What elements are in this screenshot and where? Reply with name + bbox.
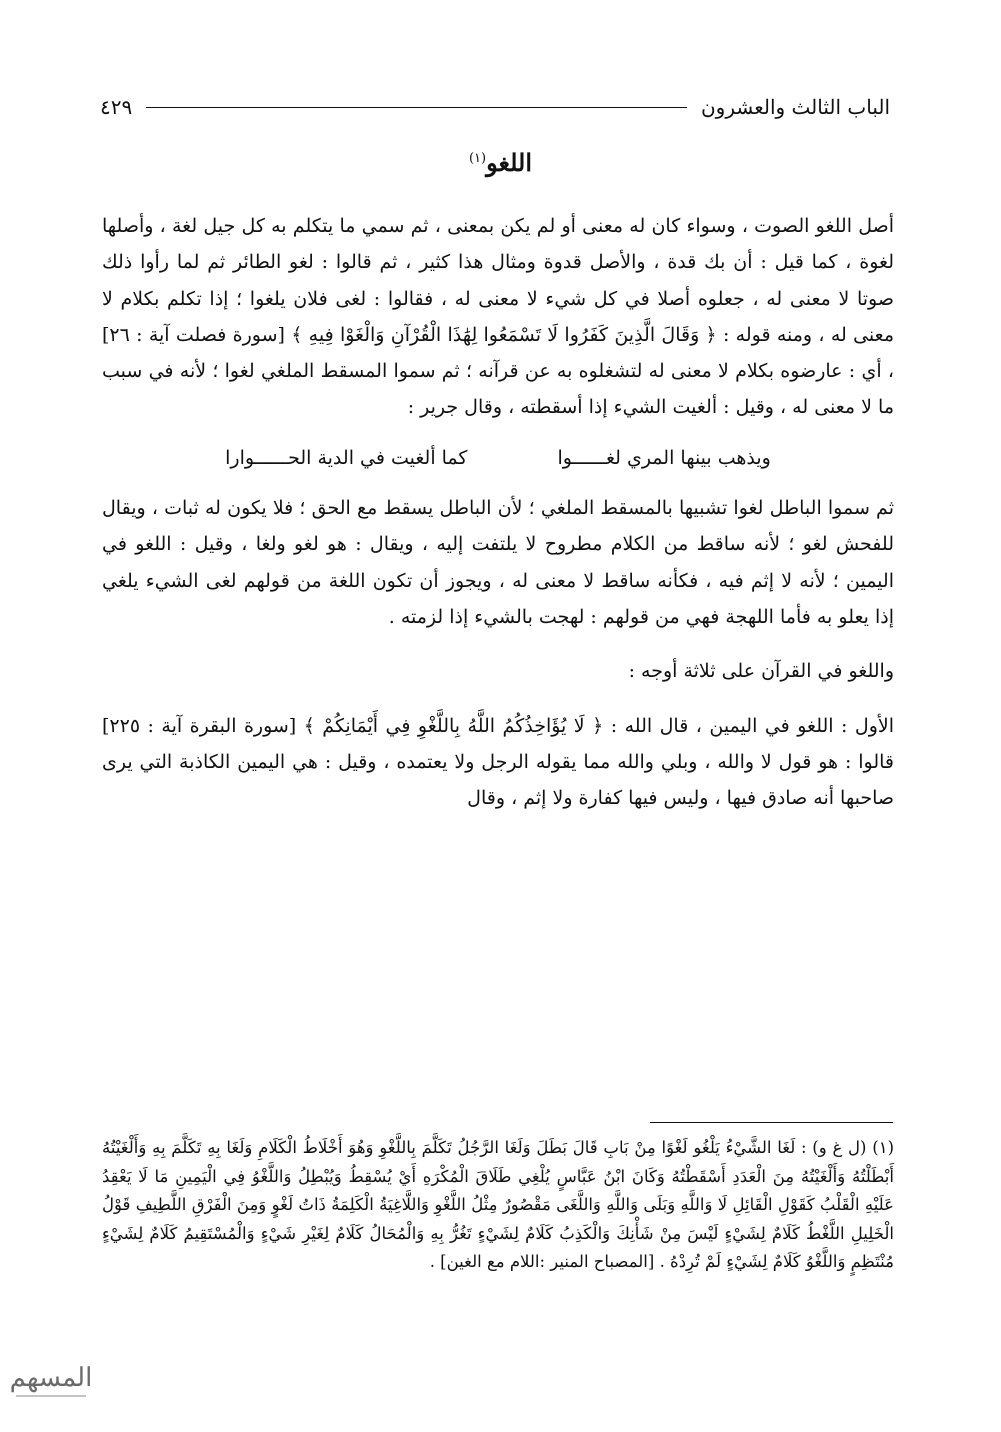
library-logo-text: المسهم — [9, 1363, 93, 1393]
chapter-title: الباب الثالث والعشرون — [700, 95, 890, 119]
footnote-marker: (١) — [468, 151, 487, 166]
paragraph-origin: أصل اللغو الصوت ، وسواء كان له معنى أو لم يكن بمعنى ، ثم سمي ما يتكلم به كل جيل لغة ، وأصلها لغوة ، كما قيل : أن بك قدة ، والأصل قدوة ومثال هذا كثير ، ثم قالوا : لغو الطائر ثم لما رأوا ذلك صوتا لا معنى له ، جعلوه أصلا في كل شيء لا معنى له ، فقالوا : لغى فلان يلغوا ؛ إذا تكلم بكلام لا معنى له ، ومنه قوله : ﴿ وَقَالَ الَّذِينَ كَفَرُوا لَا تَسْمَعُوا لِهَٰذَا الْقُرْآنِ وَالْغَوْا فِيهِ ﴾ [سورة فصلت آية : ٢٦] ، أي : عارضوه بكلام لا معنى له لتشغلوه به عن قرآنه ؛ ثم سموا المسقط الملغي لغوا ؛ لأنه في سبب ما لا معنى له ، وقيل : ألغيت الشيء إذا أسقطته ، وقال جرير : — [102, 215, 894, 419]
verse-first-hemistich: ويذهب بينها المري لغــــــوا — [557, 446, 771, 469]
paragraph-three-aspects: واللغو في القرآن على ثلاثة أوجه : — [628, 660, 894, 683]
paragraph-falsehood: ثم سموا الباطل لغوا تشبيها بالمسقط الملغي ؛ لأن الباطل يسقط مع الحق ؛ فلا يكون له ثبات ، ويقال للفحش لغو ؛ لأنه ساقط من الكلام مطروح لا يلتفت إليه ، ويقال : هو لغو ولغا ، وقيل : اللغو في اليمين ؛ لأنه لا إثم فيه ، فكأنه ساقط لا معنى له ، ويجوز أن تكون اللغة من قولهم لغى الشيء يلغي إذا يعلو به فأما اللهجة فهي من قولهم : لهجت بالشيء إذا لزمته . — [102, 497, 894, 628]
paragraph-first-aspect: الأول : اللغو في اليمين ، قال الله : ﴿ لَا يُؤَاخِذُكُمُ اللَّهُ بِاللَّغْوِ فِي أَيْمَانِكُمْ ﴾ [سورة البقرة آية : ٢٢٥] قالوا : هو قول لا والله ، وبلي والله مما يقوله الرجل ولا يعتمده ، وقيل : هي اليمين الكاذبة التي يرى صاحبها أنه صادق فيها ، وليس فيها كفارة ولا إثم ، وقال — [102, 714, 894, 810]
running-header — [100, 92, 890, 122]
footnote: (١) (ل غ و) : لَغَا الشَّيْءُ يَلْغُو لَغْوًا مِنْ بَابِ قَالَ بَطَلَ وَلَغَا الرَّجُلُ تَكَلَّمَ بِاللَّغْوِ وَهُوَ أَخْلَاطُ الْكَلَامِ وَلَغَا بِهِ تَكَلَّمَ بِهِ وَأَلْغَيْتُهُ أَبْطَلْتُهُ وَأَلْغَيْتُهُ مِنَ الْعَدَدِ أَسْقَطْتُهُ وَكَانَ ابْنُ عَبَّاسٍ يُلْغِي طَلَاقَ الْمُكْرَهِ أَيْ يُسْقِطُ وَيُبْطِلُ وَاللَّغْوُ فِي الْيَمِينِ مَا لَا يَعْقِدُ عَلَيْهِ الْقَلْبُ كَقَوْلِ الْقَائِلِ لَا وَاللَّهِ وَبَلَى وَاللَّهِ وَاللَّغَى مَقْصُورٌ مِثْلُ اللَّغْوِ وَاللَّاغِيَةُ الْكَلِمَةُ ذَاتُ لَغْوٍ وَمِنَ الْفَرْقِ اللَّطِيفِ قَوْلُ الْخَلِيلِ اللَّغْطُ كَلَامٌ لِشَيْءٍ لَيْسَ مِنْ شَأْنِكَ وَالْكَذِبُ كَلَامٌ لِشَيْءٍ تَغُرُّ بِهِ وَالْمُحَالُ كَلَامٌ لِغَيْرِ شَيْءٍ وَالْمُسْتَقِيمُ كَلَامٌ لِشَيْءٍ مُنْتَظِمٍ وَاللَّغْوُ كَلَامٌ لِشَيْءٍ لَمْ تُرِدْهُ . [المصباح المنير :اللام مع الغين] . — [102, 1138, 894, 1271]
section-title-text: اللغو — [486, 148, 533, 177]
poetry-verse — [102, 440, 894, 476]
verse-second-hemistich: كما ألغيت في الدية الحــــــوارا — [225, 446, 468, 469]
section-title — [0, 148, 1001, 177]
footnote-rule — [650, 1122, 893, 1123]
library-logo — [6, 1352, 96, 1412]
page-number: ٤٢٩ — [100, 95, 133, 119]
body-text — [102, 208, 894, 816]
header-rule — [146, 107, 687, 108]
